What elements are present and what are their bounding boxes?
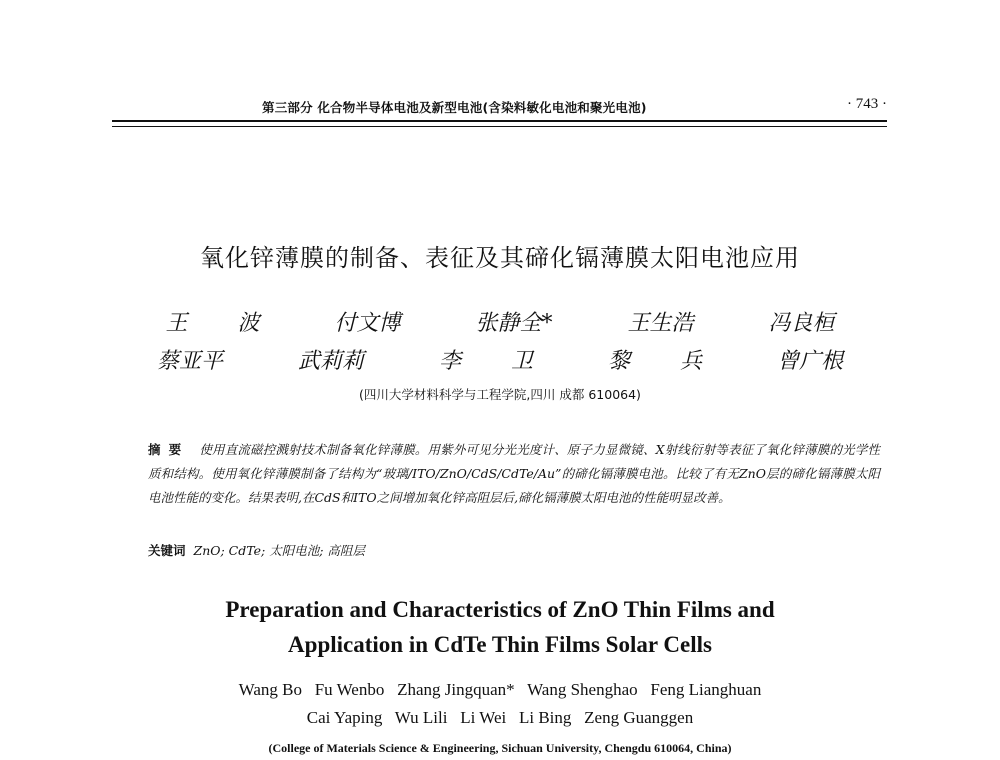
abstract-label: 摘要 xyxy=(148,442,190,457)
header-rule-thick xyxy=(112,120,887,122)
chinese-title: 氧化锌薄膜的制备、表征及其碲化镉薄膜太阳电池应用 xyxy=(200,244,800,272)
english-affiliation: (College of Materials Science & Engineering, Sichuan University, Chengdu 610064, China) xyxy=(268,741,732,755)
page-number: · 743 · xyxy=(847,96,887,112)
section-title: 第三部分 化合物半导体电池及新型电池(含染料敏化电池和聚光电池) xyxy=(262,100,647,115)
chinese-affiliation: (四川大学材料科学与工程学院,四川 成都 610064) xyxy=(359,387,641,402)
chinese-authors-line-1: 王 波 付文博 张静全* 王生浩 冯良桓 xyxy=(165,311,835,336)
chinese-authors-line-2: 蔡亚平 武莉莉 李 卫 黎 兵 曾广根 xyxy=(157,349,843,374)
english-title-line-1: Preparation and Characteristics of ZnO Thin Films and xyxy=(225,597,775,622)
abstract-text: 使用直流磁控溅射技术制备氧化锌薄膜。用紫外可见分光光度计、原子力显微镜、X射线衍射等表征了氧化锌薄膜的光学性质和结构。使用氧化锌薄膜制备了结构为“玻璃/ITO/ZnO/CdS/CdTe/Au”的碲化镉薄膜电池。比较了有无ZnO层的碲化镉薄膜太阳电池性能的变化。结果表明,在CdS和ITO之间增加氧化锌高阻层后,碲化镉薄膜太阳电池的性能明显改善。 xyxy=(148,442,880,505)
running-header xyxy=(112,98,887,120)
english-authors-line-2: Cai Yaping Wu Lili Li Wei Li Bing Zeng Guanggen xyxy=(306,708,694,727)
keywords-label: 关键词 xyxy=(148,543,186,558)
chinese-abstract xyxy=(148,438,880,510)
chinese-keywords xyxy=(148,541,880,559)
header-rule-thin xyxy=(112,126,887,127)
english-title-line-2: Application in CdTe Thin Films Solar Cells xyxy=(288,632,712,657)
english-authors-line-1: Wang Bo Fu Wenbo Zhang Jingquan* Wang Shenghao Feng Lianghuan xyxy=(238,680,762,699)
keywords-text: ZnO; CdTe; 太阳电池; 高阻层 xyxy=(193,543,365,558)
